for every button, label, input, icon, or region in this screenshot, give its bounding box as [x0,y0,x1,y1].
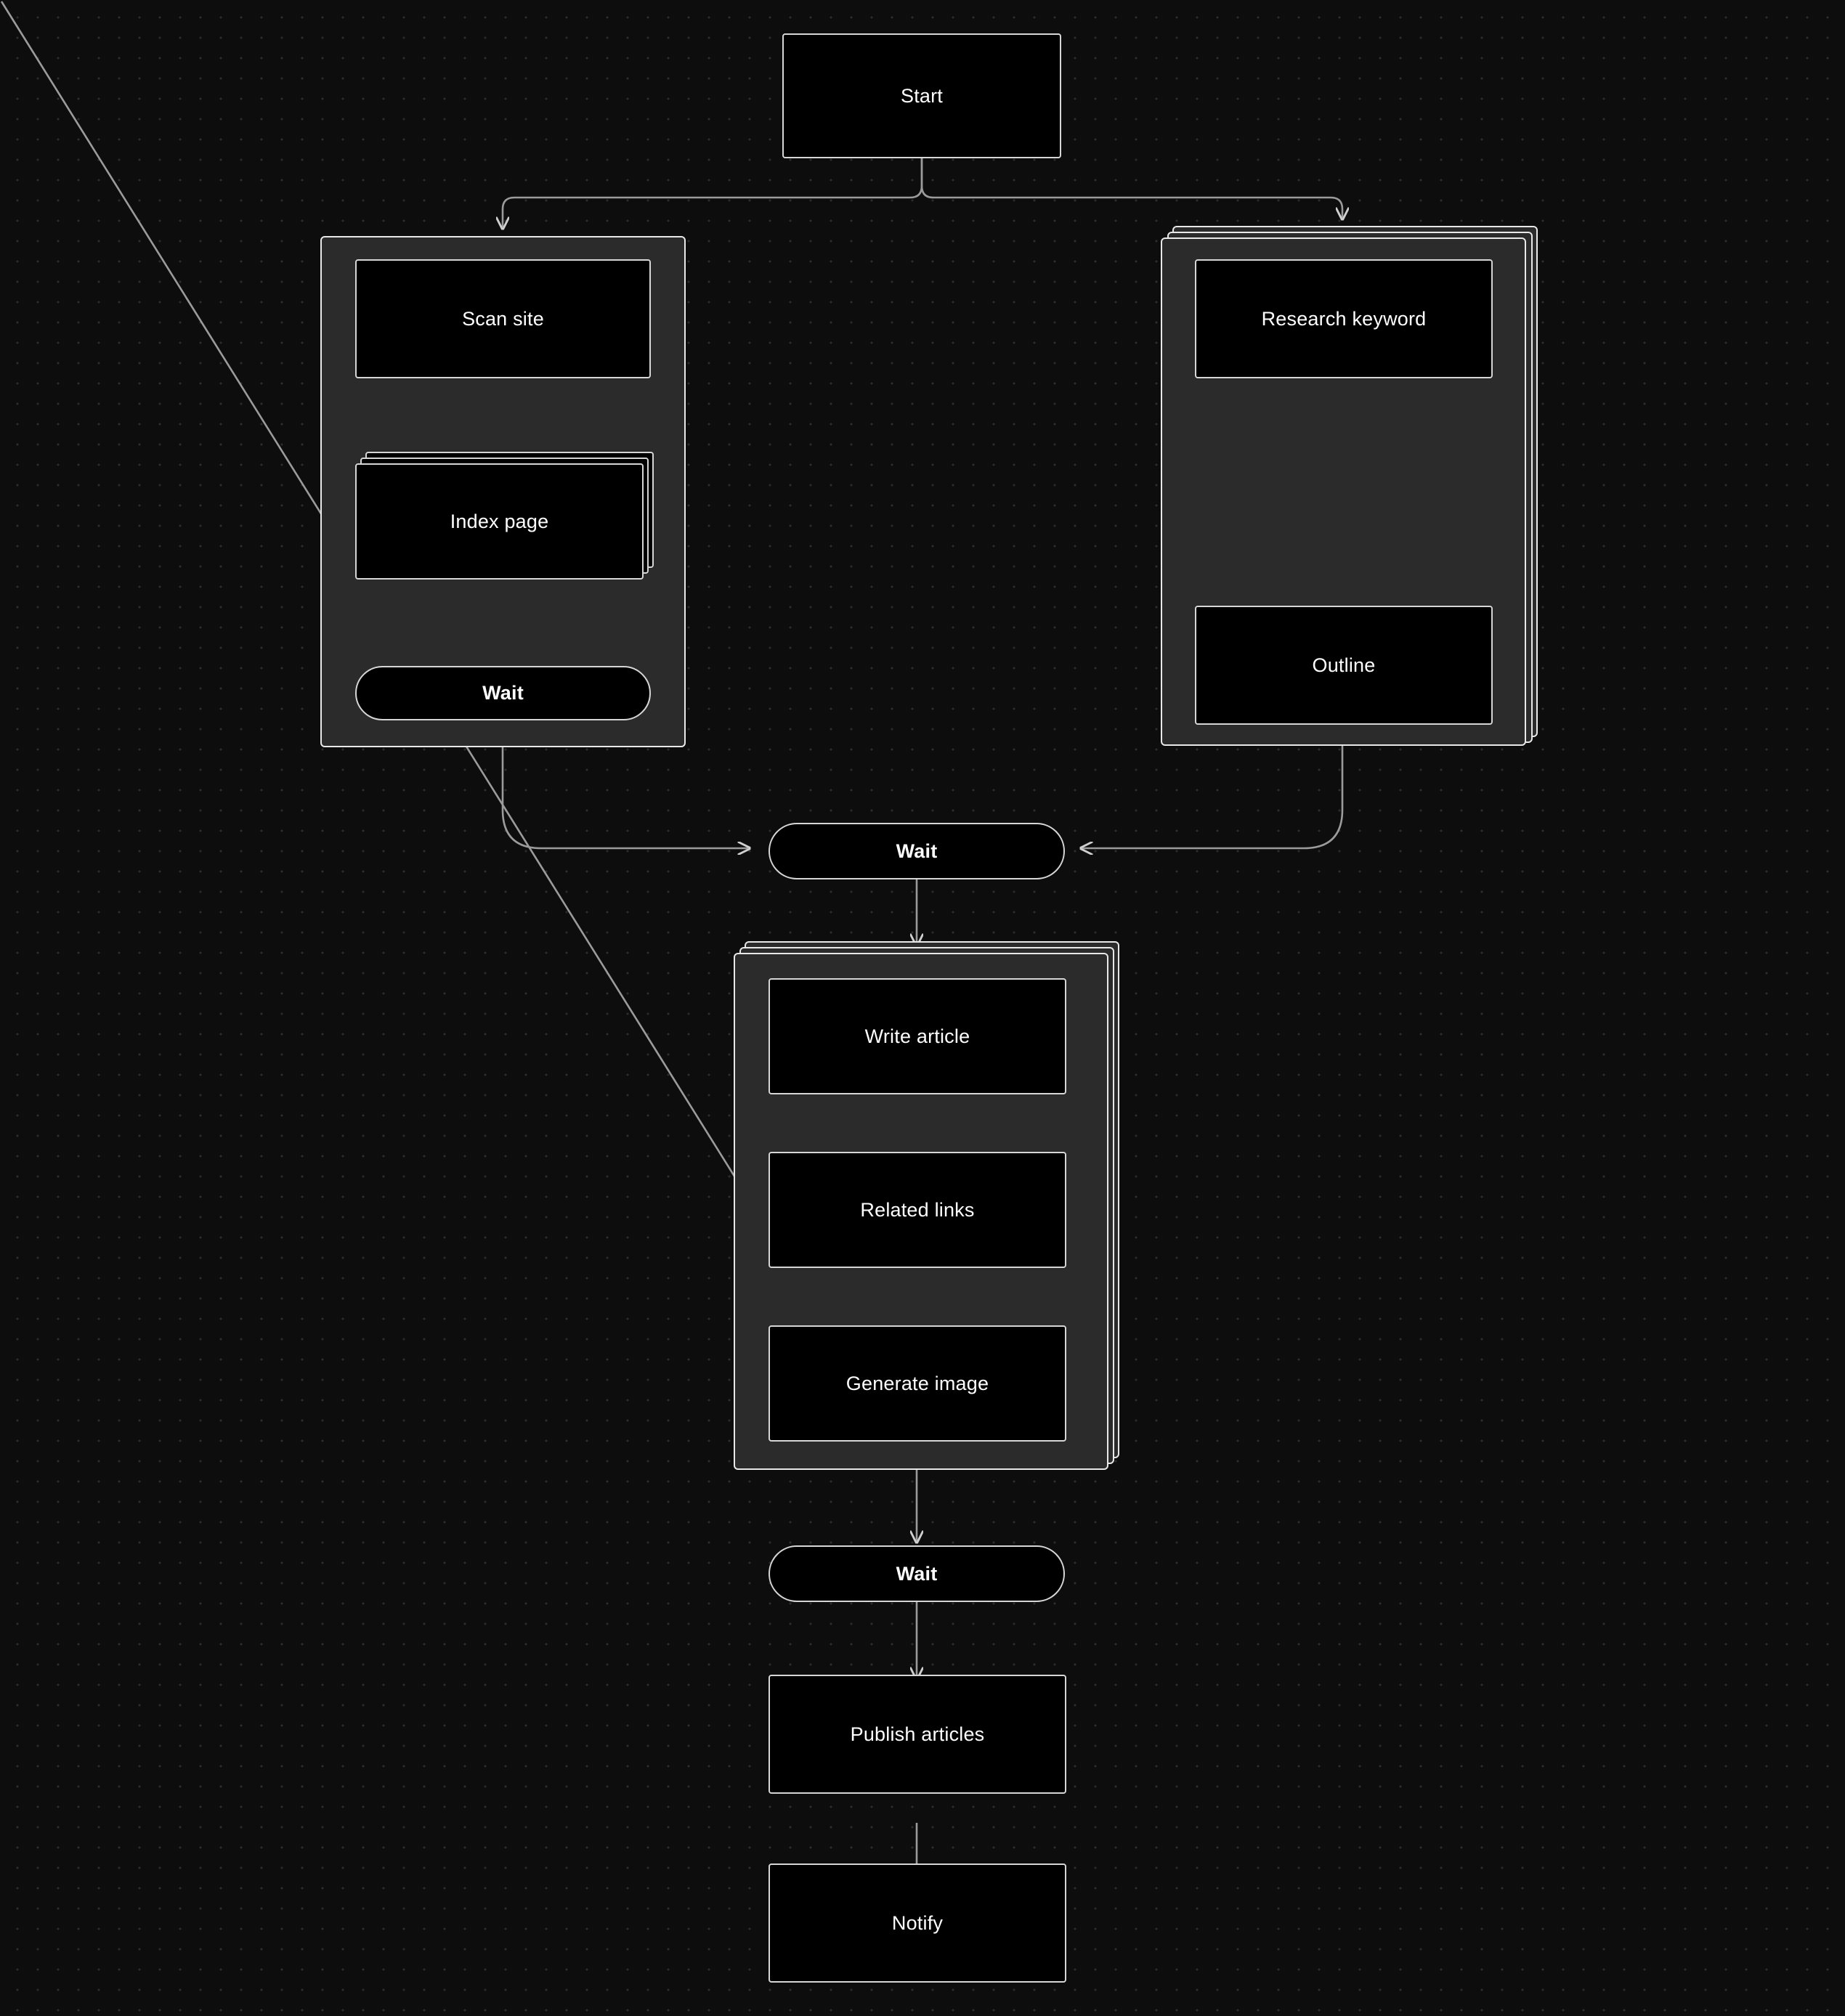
node-write-article-label: Write article [864,1025,970,1047]
node-wait-after-content[interactable] [769,1545,1065,1602]
node-wait-merge[interactable] [769,823,1065,879]
node-notify[interactable] [769,1863,1066,1983]
node-research-keyword[interactable] [1195,259,1493,378]
node-generate-image-label: Generate image [846,1372,989,1394]
node-wait-left-label: Wait [482,682,524,704]
node-research-keyword-label: Research keyword [1261,307,1427,330]
node-write-article[interactable] [769,978,1066,1094]
node-start[interactable] [782,33,1061,158]
node-scan-site[interactable] [355,259,651,378]
node-outline[interactable] [1195,606,1493,725]
node-index-page-label: Index page [450,510,549,532]
node-related-links-label: Related links [860,1198,975,1221]
node-generate-image[interactable] [769,1325,1066,1442]
node-outline-label: Outline [1312,654,1376,676]
node-notify-label: Notify [891,1911,944,1934]
node-index-page[interactable] [355,463,644,580]
node-publish-articles[interactable] [769,1675,1066,1794]
node-wait-merge-label: Wait [896,840,938,862]
node-wait-after-content-label: Wait [896,1562,938,1585]
node-wait-left[interactable] [355,666,651,720]
node-scan-site-label: Scan site [462,307,544,330]
node-related-links[interactable] [769,1152,1066,1268]
node-start-label: Start [900,84,944,107]
node-publish-articles-label: Publish articles [850,1723,985,1745]
